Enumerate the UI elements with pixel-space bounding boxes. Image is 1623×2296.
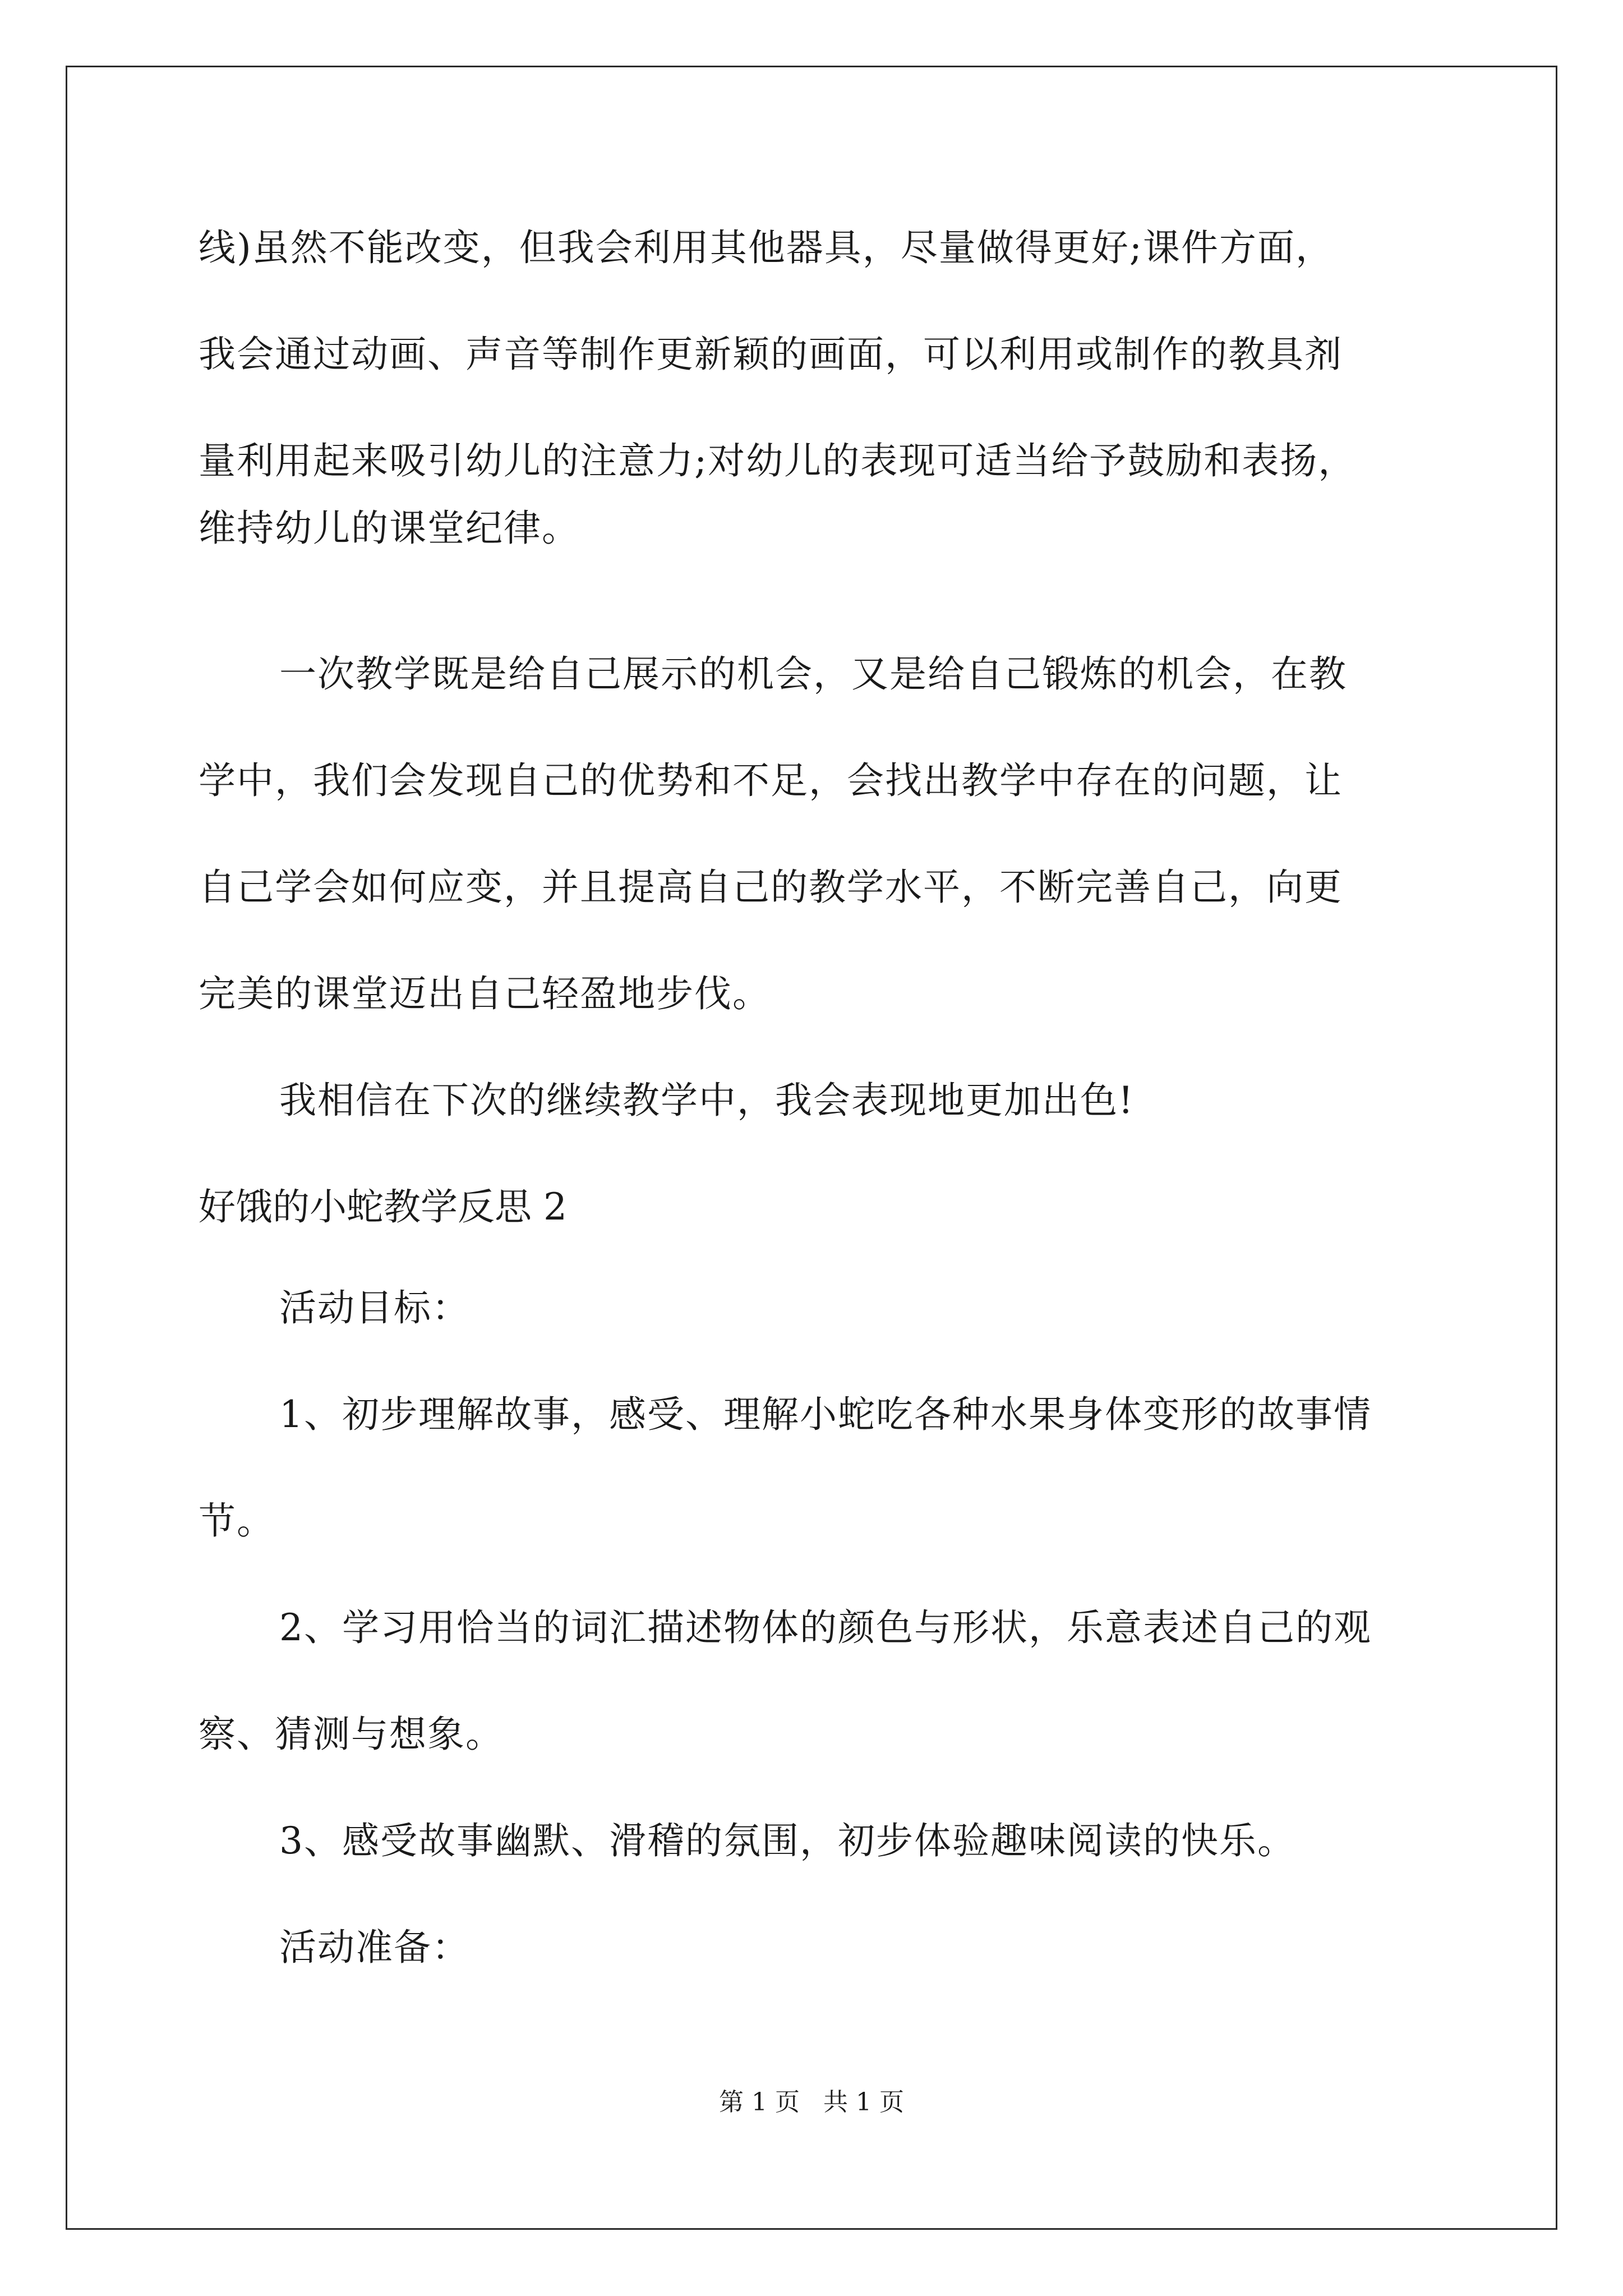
body-line-4: 维持幼儿的课堂纪律。 bbox=[199, 507, 580, 550]
body-line-1: 线)虽然不能改变，但我会利用其他器具，尽量做得更好;课件方面， bbox=[199, 226, 1334, 269]
goal-item-2: 2、学习用恰当的词汇描述物体的颜色与形状，乐意表述自己的观 bbox=[279, 1606, 1372, 1649]
goal-item-2-continued: 察、猜测与想象。 bbox=[199, 1713, 504, 1756]
body-line-2: 我会通过动画、声音等制作更新颖的画面，可以利用或制作的教具剂 bbox=[199, 333, 1343, 376]
subheading-activity-preparation: 活动准备： bbox=[279, 1926, 470, 1969]
section-heading: 好饿的小蛇教学反思 2 bbox=[199, 1185, 567, 1228]
page-number-footer: 第 1 页 共 1 页 bbox=[719, 2088, 904, 2116]
paragraph-start-line: 一次教学既是给自己展示的机会，又是给自己锻炼的机会，在教 bbox=[279, 652, 1347, 696]
goal-item-1-continued: 节。 bbox=[199, 1499, 275, 1543]
body-line-7: 自己学会如何应变，并且提高自己的教学水平，不断完善自己，向更 bbox=[199, 866, 1343, 909]
paragraph-start-line: 我相信在下次的继续教学中，我会表现地更加出色! bbox=[279, 1079, 1135, 1122]
body-line-8: 完美的课堂迈出自己轻盈地步伐。 bbox=[199, 972, 771, 1015]
page-border bbox=[66, 66, 1557, 2230]
body-line-3: 量利用起来吸引幼儿的注意力;对幼儿的表现可适当给予鼓励和表扬， bbox=[199, 439, 1357, 482]
goal-item-3: 3、感受故事幽默、滑稽的氛围，初步体验趣味阅读的快乐。 bbox=[279, 1819, 1295, 1862]
body-line-6: 学中，我们会发现自己的优势和不足，会找出教学中存在的问题，让 bbox=[199, 759, 1343, 802]
goal-item-1: 1、初步理解故事，感受、理解小蛇吃各种水果身体变形的故事情 bbox=[279, 1393, 1372, 1436]
subheading-activity-goals: 活动目标： bbox=[279, 1286, 470, 1329]
